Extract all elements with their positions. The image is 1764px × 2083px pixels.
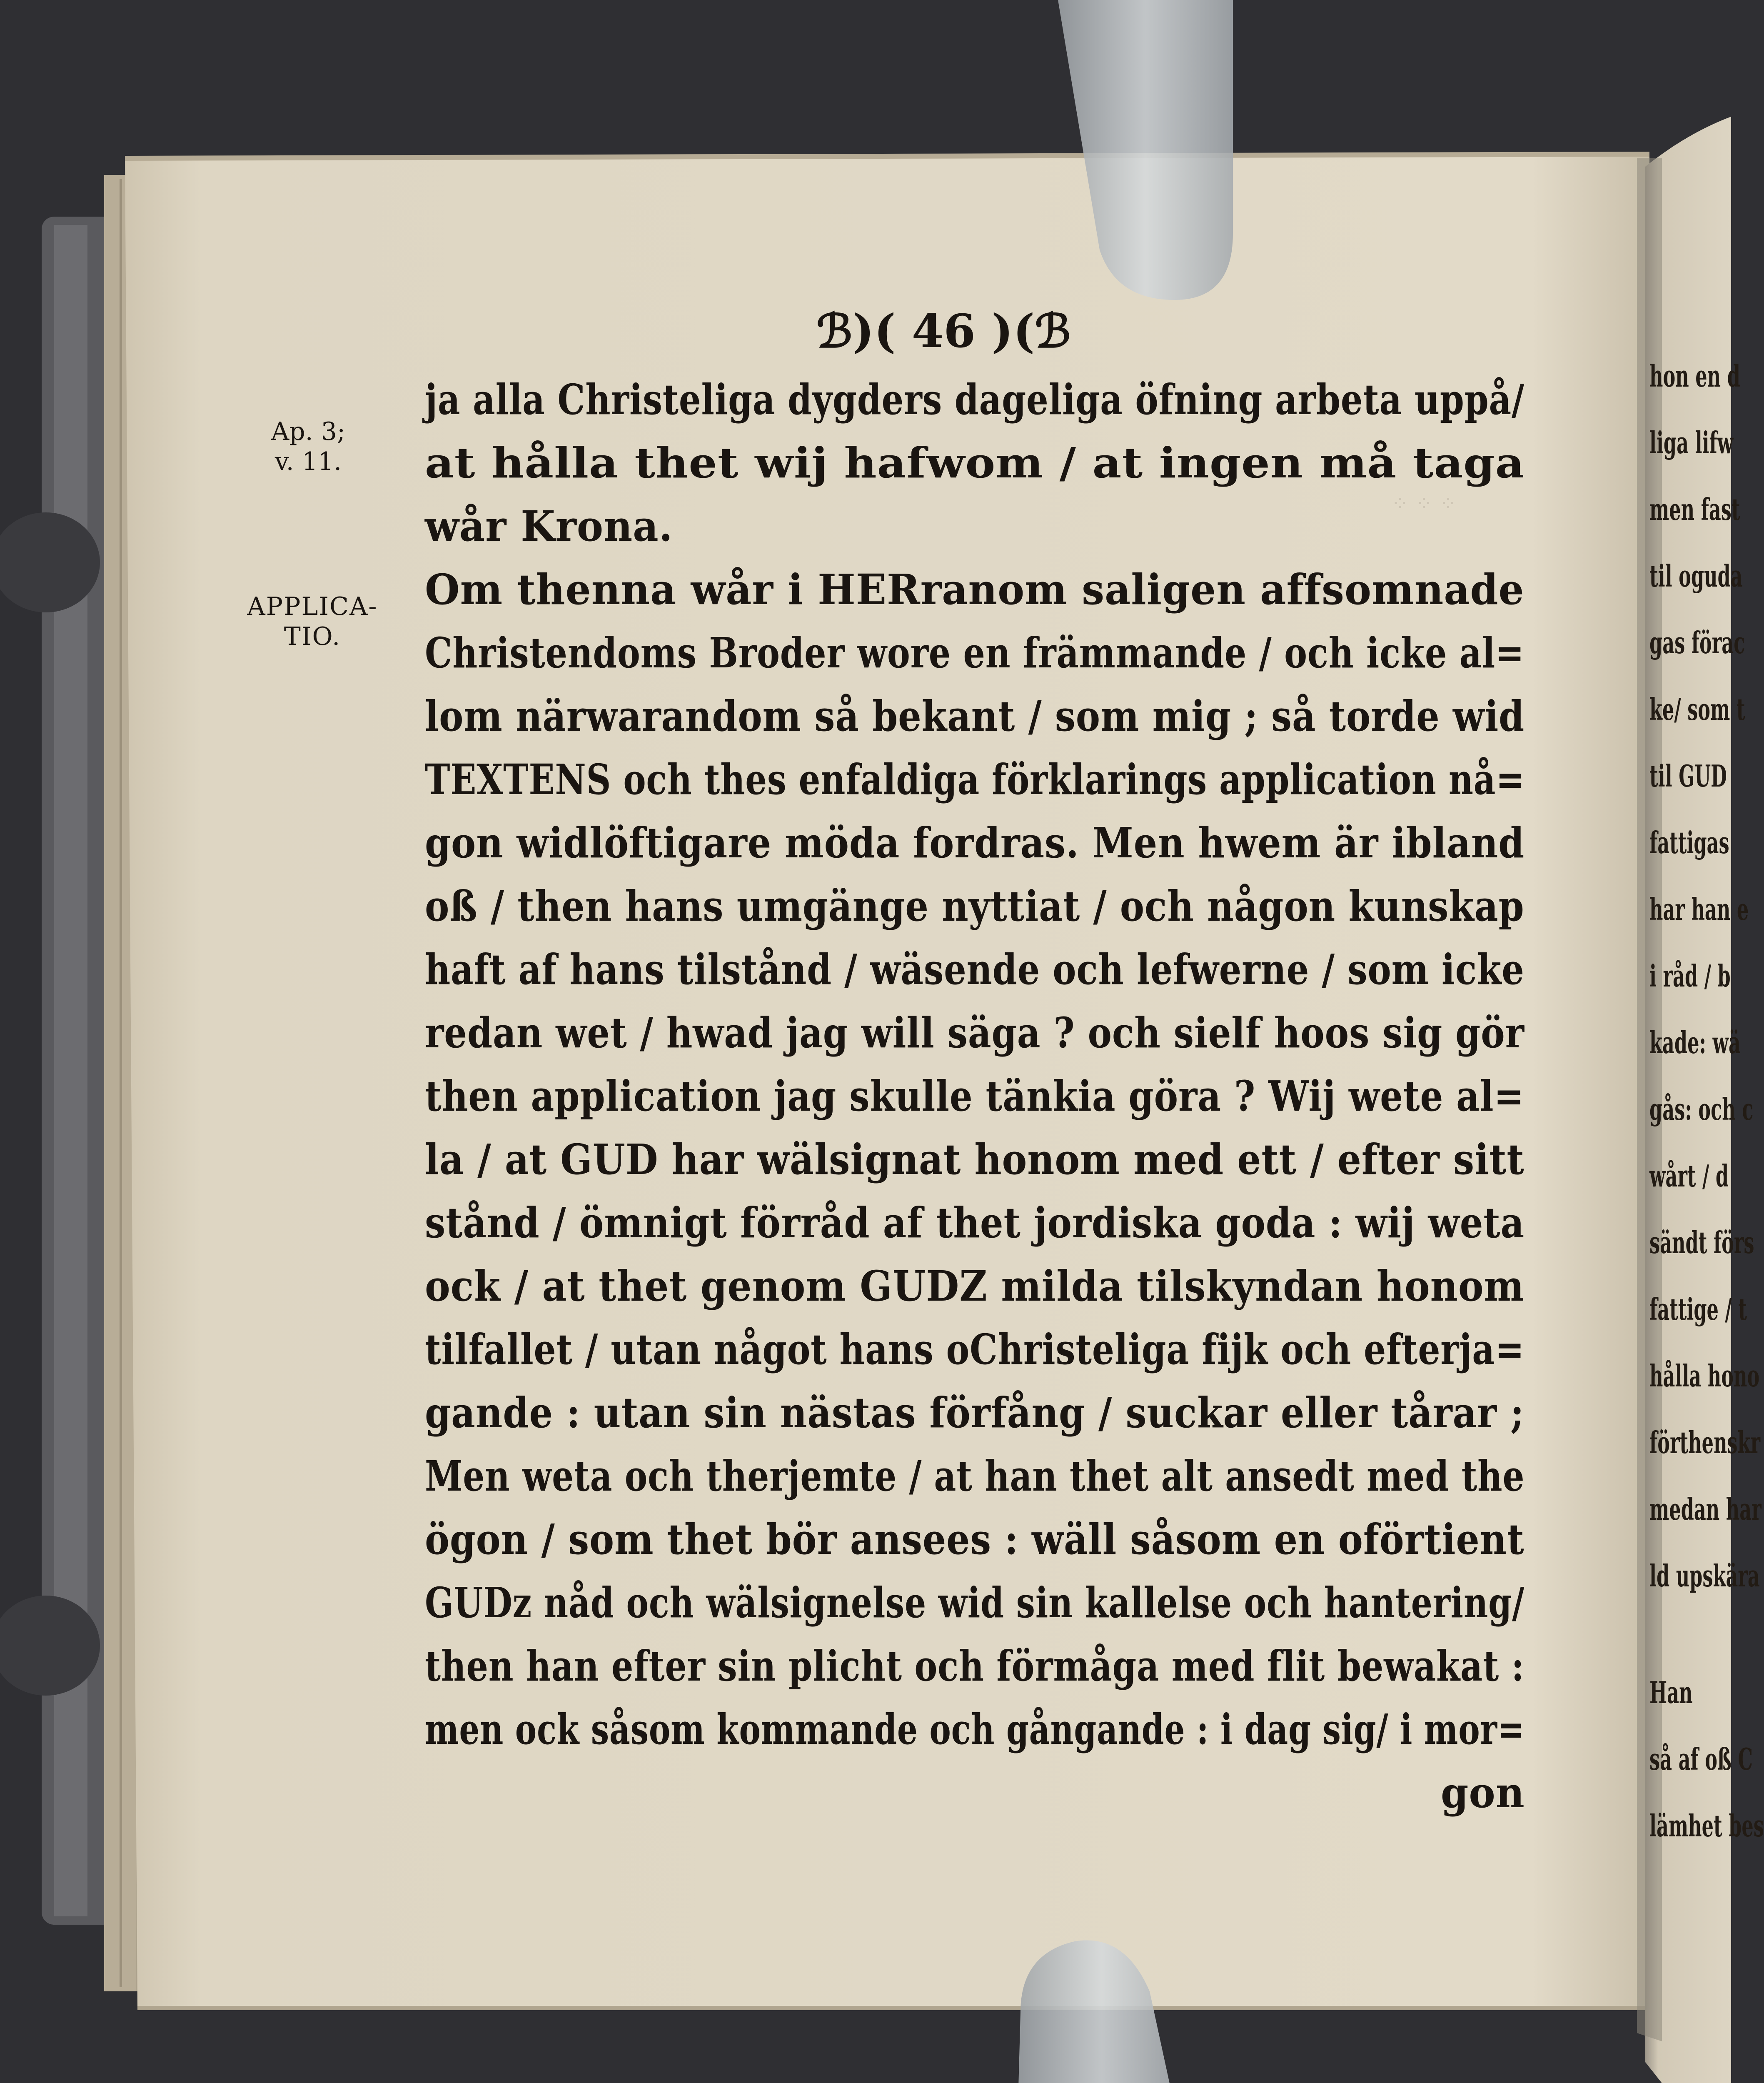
text-line: wår Krona. xyxy=(425,502,673,551)
next-page-line: fattigas xyxy=(1649,825,1729,860)
text-line: gon widlöftigare möda fordras. Men hwem är ibland xyxy=(425,818,1525,867)
next-page-line: kade: wä xyxy=(1649,1025,1741,1060)
next-page-line: til GUD xyxy=(1649,758,1727,794)
text-line: gon xyxy=(1440,1768,1525,1817)
text-line: haft af hans tilstånd / wäsende och lefwerne / som icke xyxy=(425,945,1524,994)
next-page-line: gas förac xyxy=(1649,625,1745,660)
next-page-line: hålla hono xyxy=(1649,1358,1760,1394)
next-page-text xyxy=(1649,358,1764,1900)
text-line: la / at GUD har wälsignat honom med ett / efter sitt xyxy=(425,1135,1524,1184)
bleed-through-text: ⁘ ⁘ ⁘ xyxy=(1391,492,1457,516)
text-line: GUDz nåd och wälsignelse wid sin kallelse och hantering/ xyxy=(425,1578,1525,1627)
next-page-line: Han xyxy=(1649,1675,1693,1710)
next-page-line: gås: och c xyxy=(1649,1091,1754,1127)
next-page-line: fattige / t xyxy=(1649,1291,1747,1327)
margin-section-heading xyxy=(225,592,400,652)
next-page-line: til oguda xyxy=(1649,558,1743,594)
next-page-line: så af oß C xyxy=(1649,1741,1753,1777)
text-line: ja alla Christeliga dygders dageliga öfning arbeta uppå/ xyxy=(425,375,1525,424)
text-line: TEXTENS och thes enfaldiga förklarings application nå= xyxy=(425,755,1525,804)
text-line: ock / at thet genom GUDZ milda tilskyndan honom xyxy=(425,1261,1524,1311)
text-line: Christendoms Broder wore en främmande / och icke al= xyxy=(425,628,1524,677)
margin-reference xyxy=(250,417,367,477)
text-line: then application jag skulle tänkia göra ? Wij wete al= xyxy=(425,1071,1524,1121)
margin-section-line: TIO. xyxy=(284,622,341,651)
next-page-line: sändt förs xyxy=(1649,1225,1754,1260)
next-page-line: ke/ som t xyxy=(1649,692,1745,727)
next-page-line: hon en d xyxy=(1649,358,1740,394)
next-page-line: lämhet bes xyxy=(1649,1808,1764,1843)
text-line: men ock såsom kommande och gångande : i dag sig/ i mor= xyxy=(425,1705,1525,1754)
text-line: then han efter sin plicht och förmåga med flit bewakat : xyxy=(425,1641,1524,1691)
next-page-line: förthenskr xyxy=(1649,1425,1761,1460)
next-page-line: medan har xyxy=(1649,1491,1762,1527)
page-header: ℬ)( 46 )(ℬ xyxy=(816,304,1071,358)
text-line: Om thenna wår i HERranom saligen affsomnade xyxy=(425,565,1524,614)
text-line: stånd / ömnigt förråd af thet jordiska goda : wij weta xyxy=(425,1198,1525,1247)
next-page-line: wårt / d xyxy=(1649,1158,1729,1194)
text-line: at hålla thet wij hafwom / at ingen må taga xyxy=(425,438,1525,487)
next-page-line: har han e xyxy=(1649,892,1749,927)
margin-reference-line: Ap. 3; xyxy=(271,417,346,446)
text-line: gande : utan sin nästas förfång / suckar eller tårar ; xyxy=(425,1388,1524,1437)
text-line: lom närwarandom så bekant / som mig ; så torde wid xyxy=(425,692,1525,741)
text-line: redan wet / hwad jag will säga ? och sielf hoos sig gör xyxy=(425,1008,1524,1057)
next-page-line: i råd / b xyxy=(1649,958,1731,994)
next-page-line: ld upskära xyxy=(1649,1558,1760,1593)
text-line: tilfallet / utan något hans oChristeliga fijk och efterja= xyxy=(425,1325,1525,1374)
margin-section-line: APPLICA- xyxy=(247,592,378,621)
margin-reference-line: v. 11. xyxy=(274,447,342,476)
text-line: oß / then hans umgänge nyttiat / och någon kunskap xyxy=(425,882,1524,931)
next-page-line: men fast xyxy=(1649,492,1740,527)
text-line: Men weta och therjemte / at han thet alt ansedt med the xyxy=(425,1451,1525,1501)
next-page-line: liga lifw xyxy=(1649,425,1734,460)
text-line: ögon / som thet bör ansees : wäll såsom en oförtient xyxy=(425,1515,1524,1564)
